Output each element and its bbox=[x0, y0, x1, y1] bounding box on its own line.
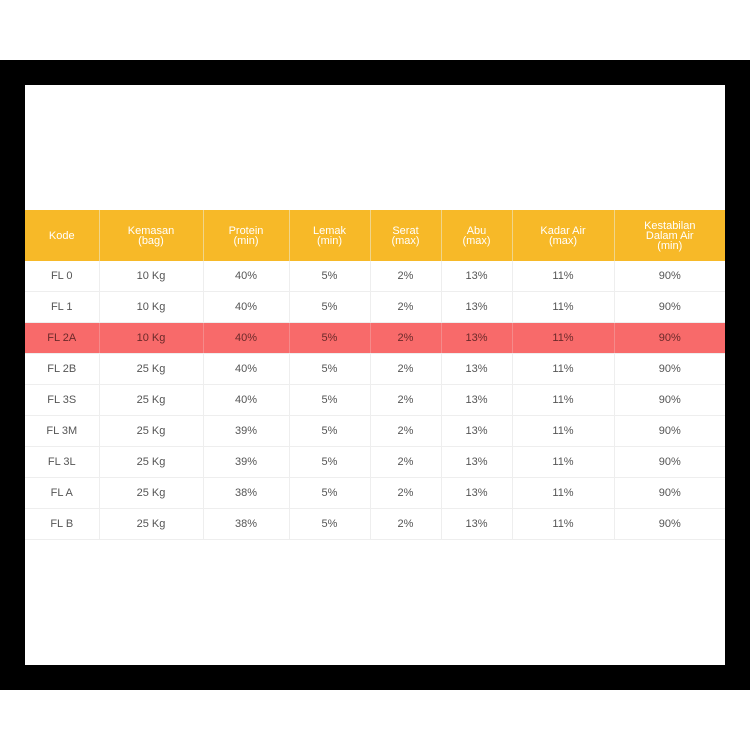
table-row bbox=[25, 509, 725, 540]
cell-kode: FL A bbox=[25, 478, 99, 509]
cell-kode: FL 2A bbox=[25, 323, 99, 354]
cell-kestabilan: 90% bbox=[614, 323, 725, 354]
cell-kestabilan: 90% bbox=[614, 354, 725, 385]
cell-abu: 13% bbox=[441, 509, 512, 540]
cell-protein: 38% bbox=[203, 478, 289, 509]
cell-kemasan: 10 Kg bbox=[99, 323, 203, 354]
cell-serat: 2% bbox=[370, 323, 441, 354]
cell-lemak: 5% bbox=[289, 478, 370, 509]
cell-kadar-air: 11% bbox=[512, 509, 614, 540]
cell-kode: FL 3L bbox=[25, 447, 99, 478]
cell-lemak: 5% bbox=[289, 292, 370, 323]
cell-kadar-air: 11% bbox=[512, 478, 614, 509]
table-row bbox=[25, 478, 725, 509]
header-kemasan: Kemasan (bag) bbox=[99, 210, 203, 261]
cell-kestabilan: 90% bbox=[614, 447, 725, 478]
cell-protein: 39% bbox=[203, 416, 289, 447]
cell-kadar-air: 11% bbox=[512, 261, 614, 292]
cell-kemasan: 25 Kg bbox=[99, 447, 203, 478]
cell-lemak: 5% bbox=[289, 509, 370, 540]
cell-kadar-air: 11% bbox=[512, 354, 614, 385]
cell-protein: 40% bbox=[203, 354, 289, 385]
cell-serat: 2% bbox=[370, 385, 441, 416]
header-lemak: Lemak (min) bbox=[289, 210, 370, 261]
cell-abu: 13% bbox=[441, 354, 512, 385]
table-row bbox=[25, 447, 725, 478]
cell-serat: 2% bbox=[370, 261, 441, 292]
cell-lemak: 5% bbox=[289, 261, 370, 292]
header-kadar-air: Kadar Air (max) bbox=[512, 210, 614, 261]
cell-kestabilan: 90% bbox=[614, 478, 725, 509]
table-header-row bbox=[25, 210, 725, 261]
cell-lemak: 5% bbox=[289, 323, 370, 354]
cell-serat: 2% bbox=[370, 509, 441, 540]
cell-serat: 2% bbox=[370, 292, 441, 323]
cell-abu: 13% bbox=[441, 478, 512, 509]
cell-kode: FL 3S bbox=[25, 385, 99, 416]
cell-abu: 13% bbox=[441, 385, 512, 416]
cell-protein: 40% bbox=[203, 261, 289, 292]
cell-abu: 13% bbox=[441, 292, 512, 323]
header-kode: Kode bbox=[25, 210, 99, 261]
cell-kemasan: 25 Kg bbox=[99, 385, 203, 416]
cell-kemasan: 10 Kg bbox=[99, 292, 203, 323]
cell-serat: 2% bbox=[370, 478, 441, 509]
product-spec-table bbox=[25, 210, 725, 540]
cell-serat: 2% bbox=[370, 447, 441, 478]
cell-kode: FL 3M bbox=[25, 416, 99, 447]
cell-kadar-air: 11% bbox=[512, 292, 614, 323]
cell-abu: 13% bbox=[441, 323, 512, 354]
cell-kestabilan: 90% bbox=[614, 509, 725, 540]
content-panel bbox=[25, 85, 725, 665]
cell-kadar-air: 11% bbox=[512, 323, 614, 354]
cell-kadar-air: 11% bbox=[512, 416, 614, 447]
cell-abu: 13% bbox=[441, 416, 512, 447]
cell-kemasan: 25 Kg bbox=[99, 478, 203, 509]
cell-abu: 13% bbox=[441, 447, 512, 478]
cell-protein: 40% bbox=[203, 323, 289, 354]
cell-kode: FL B bbox=[25, 509, 99, 540]
cell-kode: FL 2B bbox=[25, 354, 99, 385]
cell-kadar-air: 11% bbox=[512, 447, 614, 478]
header-kestabilan: Kestabilan Dalam Air (min) bbox=[614, 210, 725, 261]
cell-kemasan: 25 Kg bbox=[99, 354, 203, 385]
table-row bbox=[25, 323, 725, 354]
cell-kemasan: 10 Kg bbox=[99, 261, 203, 292]
table-row bbox=[25, 261, 725, 292]
cell-abu: 13% bbox=[441, 261, 512, 292]
cell-serat: 2% bbox=[370, 354, 441, 385]
cell-kestabilan: 90% bbox=[614, 385, 725, 416]
header-serat: Serat (max) bbox=[370, 210, 441, 261]
cell-protein: 39% bbox=[203, 447, 289, 478]
cell-protein: 40% bbox=[203, 292, 289, 323]
table-row bbox=[25, 416, 725, 447]
cell-lemak: 5% bbox=[289, 447, 370, 478]
cell-protein: 40% bbox=[203, 385, 289, 416]
cell-kode: FL 1 bbox=[25, 292, 99, 323]
cell-serat: 2% bbox=[370, 416, 441, 447]
cell-kadar-air: 11% bbox=[512, 385, 614, 416]
cell-protein: 38% bbox=[203, 509, 289, 540]
cell-kode: FL 0 bbox=[25, 261, 99, 292]
cell-kemasan: 25 Kg bbox=[99, 509, 203, 540]
table-body bbox=[25, 261, 725, 540]
cell-lemak: 5% bbox=[289, 354, 370, 385]
cell-kestabilan: 90% bbox=[614, 261, 725, 292]
header-abu: Abu (max) bbox=[441, 210, 512, 261]
table-row bbox=[25, 354, 725, 385]
cell-lemak: 5% bbox=[289, 385, 370, 416]
table-row bbox=[25, 385, 725, 416]
cell-lemak: 5% bbox=[289, 416, 370, 447]
cell-kestabilan: 90% bbox=[614, 292, 725, 323]
header-protein: Protein (min) bbox=[203, 210, 289, 261]
cell-kemasan: 25 Kg bbox=[99, 416, 203, 447]
table-row bbox=[25, 292, 725, 323]
cell-kestabilan: 90% bbox=[614, 416, 725, 447]
